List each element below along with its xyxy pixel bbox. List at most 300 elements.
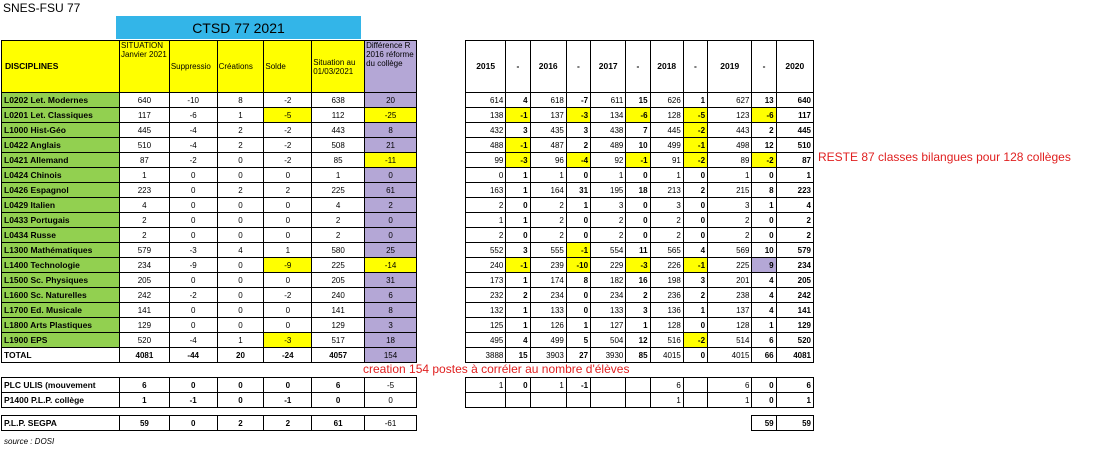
cell-mar: 580: [312, 243, 365, 258]
cell-sup: 0: [169, 168, 217, 183]
history-cell: 0: [683, 318, 707, 333]
spacer-cell: [169, 408, 217, 416]
history-cell: [466, 416, 506, 431]
history-cell: 89: [708, 153, 752, 168]
spacer-cell: [650, 408, 683, 416]
cell-jan: 4081: [119, 348, 169, 363]
history-cell: 240: [466, 258, 506, 273]
cell-cre: 0: [217, 153, 264, 168]
cell-sup: 0: [169, 318, 217, 333]
history-row: [466, 138, 814, 153]
history-cell: 555: [530, 243, 566, 258]
history-cell: 1: [566, 198, 590, 213]
spacer-cell: [683, 363, 707, 378]
history-cell: 91: [650, 153, 683, 168]
header-difference: Différence R 2016 réforme du collège: [365, 41, 417, 93]
history-cell: 3888: [466, 348, 506, 363]
cell-cre: 0: [217, 318, 264, 333]
discipline-name: L1300 Mathématiques: [2, 243, 120, 258]
history-row: [466, 288, 814, 303]
history-cell: [683, 378, 707, 393]
history-cell: 137: [530, 108, 566, 123]
history-cell: 2: [708, 228, 752, 243]
history-cell: 2: [776, 228, 813, 243]
history-cell: 445: [776, 123, 813, 138]
cell-diff: 21: [365, 138, 417, 153]
history-row: [466, 243, 814, 258]
spacer-cell: [312, 363, 365, 378]
history-cell: 234: [530, 288, 566, 303]
cell-cre: 0: [217, 393, 264, 408]
history-cell: 499: [650, 138, 683, 153]
cell-sol: 0: [264, 273, 312, 288]
history-total-row: [466, 348, 814, 363]
history-cell: -2: [752, 153, 776, 168]
table-row: [2, 183, 417, 198]
cell-sup: 0: [169, 378, 217, 393]
history-cell: 0: [752, 168, 776, 183]
header-suppression: Suppressio: [169, 41, 217, 93]
cell-cre: 1: [217, 108, 264, 123]
history-cell: [591, 378, 626, 393]
cell-diff: -5: [365, 378, 417, 393]
cell-diff: -25: [365, 108, 417, 123]
cell-sol: -1: [264, 393, 312, 408]
spacer-row: [466, 408, 814, 416]
discipline-name: P1400 P.L.P. collège: [2, 393, 120, 408]
history-cell: 2: [591, 228, 626, 243]
year-header: -: [506, 41, 530, 93]
spacer-cell: [169, 363, 217, 378]
history-cell: 2: [466, 198, 506, 213]
history-cell: 229: [591, 258, 626, 273]
history-cell: 4015: [708, 348, 752, 363]
history-cell: 611: [591, 93, 626, 108]
cell-diff: 8: [365, 123, 417, 138]
cell-mar: 112: [312, 108, 365, 123]
cell-sup: 0: [169, 183, 217, 198]
history-extra-row: [466, 378, 814, 393]
cell-jan: 87: [119, 153, 169, 168]
cell-diff: 3: [365, 318, 417, 333]
cell-sup: -2: [169, 153, 217, 168]
history-cell: 0: [466, 168, 506, 183]
history-cell: 1: [708, 168, 752, 183]
cell-diff: 0: [365, 228, 417, 243]
history-cell: 59: [752, 416, 776, 431]
history-cell: 15: [626, 93, 650, 108]
discipline-name: TOTAL: [2, 348, 120, 363]
discipline-name: L0424 Chinois: [2, 168, 120, 183]
cell-cre: 0: [217, 198, 264, 213]
years-header-row: [466, 41, 814, 93]
cell-diff: 0: [365, 168, 417, 183]
cell-mar: 6: [312, 378, 365, 393]
spacer-cell: [752, 408, 776, 416]
history-row: [466, 183, 814, 198]
spacer-cell: [708, 363, 752, 378]
history-cell: [566, 416, 590, 431]
discipline-name: L0202 Let. Modernes: [2, 93, 120, 108]
history-cell: 0: [626, 228, 650, 243]
cell-sol: 0: [264, 378, 312, 393]
history-cell: 3903: [530, 348, 566, 363]
history-cell: 128: [650, 108, 683, 123]
cell-sup: -44: [169, 348, 217, 363]
spacer-cell: [683, 408, 707, 416]
history-cell: [506, 416, 530, 431]
history-cell: 96: [530, 153, 566, 168]
history-cell: 2: [466, 228, 506, 243]
history-cell: 10: [626, 138, 650, 153]
discipline-name: L1500 Sc. Physiques: [2, 273, 120, 288]
history-cell: 2: [506, 288, 530, 303]
cell-jan: 445: [119, 123, 169, 138]
cell-mar: 85: [312, 153, 365, 168]
cell-sup: -4: [169, 123, 217, 138]
cell-jan: 2: [119, 213, 169, 228]
history-cell: -4: [566, 153, 590, 168]
cell-diff: -11: [365, 153, 417, 168]
discipline-name: L1400 Technologie: [2, 258, 120, 273]
history-cell: 232: [466, 288, 506, 303]
history-cell: 4: [752, 273, 776, 288]
spacer-cell: [776, 363, 813, 378]
history-cell: 1: [591, 168, 626, 183]
history-cell: 133: [530, 303, 566, 318]
cell-cre: 0: [217, 273, 264, 288]
cell-cre: 0: [217, 258, 264, 273]
history-cell: 0: [626, 168, 650, 183]
history-cell: -2: [683, 153, 707, 168]
cell-cre: 2: [217, 183, 264, 198]
source-label: source : DOSI: [4, 437, 55, 446]
history-cell: 201: [708, 273, 752, 288]
history-cell: [626, 378, 650, 393]
history-cell: 174: [530, 273, 566, 288]
history-cell: 1: [506, 168, 530, 183]
history-cell: 0: [566, 228, 590, 243]
spacer-cell: [591, 408, 626, 416]
spacer-cell: [312, 408, 365, 416]
history-cell: 6: [708, 378, 752, 393]
history-cell: 0: [566, 168, 590, 183]
history-cell: 487: [530, 138, 566, 153]
history-cell: -3: [626, 258, 650, 273]
cell-sol: -24: [264, 348, 312, 363]
spacer-cell: [119, 363, 169, 378]
table-row: [2, 123, 417, 138]
cell-diff: 0: [365, 213, 417, 228]
history-cell: 16: [626, 273, 650, 288]
spacer-cell: [119, 408, 169, 416]
extra-row: [2, 393, 417, 408]
history-cell: 0: [506, 378, 530, 393]
cell-mar: 2: [312, 228, 365, 243]
history-cell: -1: [566, 243, 590, 258]
history-row: [466, 228, 814, 243]
history-cell: 6: [776, 378, 813, 393]
table-row: [2, 108, 417, 123]
cell-jan: 510: [119, 138, 169, 153]
history-cell: [591, 416, 626, 431]
cell-mar: 240: [312, 288, 365, 303]
history-cell: 552: [466, 243, 506, 258]
history-cell: 18: [626, 183, 650, 198]
cell-mar: 508: [312, 138, 365, 153]
cell-cre: 2: [217, 416, 264, 431]
history-row: [466, 108, 814, 123]
cell-sol: 2: [264, 416, 312, 431]
history-cell: 554: [591, 243, 626, 258]
history-cell: 1: [752, 318, 776, 333]
spacer-cell: [217, 408, 264, 416]
year-header: 2017: [591, 41, 626, 93]
history-cell: 127: [591, 318, 626, 333]
cell-sup: 0: [169, 213, 217, 228]
history-cell: 123: [708, 108, 752, 123]
cell-diff: 20: [365, 93, 417, 108]
history-cell: -1: [626, 153, 650, 168]
history-cell: 5: [566, 333, 590, 348]
history-cell: 164: [530, 183, 566, 198]
history-cell: 27: [566, 348, 590, 363]
history-cell: 1: [506, 318, 530, 333]
cell-mar: 141: [312, 303, 365, 318]
history-cell: 1: [650, 393, 683, 408]
history-cell: 614: [466, 93, 506, 108]
cell-sol: -2: [264, 138, 312, 153]
history-cell: 3: [708, 198, 752, 213]
history-cell: [506, 393, 530, 408]
cell-diff: 25: [365, 243, 417, 258]
history-cell: -3: [506, 153, 530, 168]
year-header: 2015: [466, 41, 506, 93]
history-cell: 0: [752, 378, 776, 393]
cell-sup: -9: [169, 258, 217, 273]
cell-sol: -9: [264, 258, 312, 273]
year-header: -: [752, 41, 776, 93]
cell-sup: 0: [169, 416, 217, 431]
history-cell: 137: [708, 303, 752, 318]
table-row: [2, 258, 417, 273]
history-cell: 2: [752, 123, 776, 138]
history-cell: 11: [626, 243, 650, 258]
history-cell: [626, 393, 650, 408]
table-row: [2, 168, 417, 183]
history-cell: 215: [708, 183, 752, 198]
table-row: [2, 243, 417, 258]
history-cell: 87: [776, 153, 813, 168]
cell-mar: 61: [312, 416, 365, 431]
history-cell: 432: [466, 123, 506, 138]
history-cell: [530, 393, 566, 408]
cell-jan: 141: [119, 303, 169, 318]
cell-mar: 0: [312, 393, 365, 408]
spacer-cell: [365, 408, 417, 416]
history-row: [466, 333, 814, 348]
history-cell: 4: [506, 93, 530, 108]
history-row: [466, 213, 814, 228]
total-row: [2, 348, 417, 363]
history-cell: 234: [591, 288, 626, 303]
cell-mar: 638: [312, 93, 365, 108]
history-cell: 9: [752, 258, 776, 273]
discipline-name: L0201 Let. Classiques: [2, 108, 120, 123]
history-cell: 6: [650, 378, 683, 393]
history-cell: 4: [752, 288, 776, 303]
history-cell: 2: [650, 213, 683, 228]
history-cell: 1: [566, 318, 590, 333]
history-cell: 618: [530, 93, 566, 108]
year-header: 2018: [650, 41, 683, 93]
history-cell: 141: [776, 303, 813, 318]
discipline-name: P.L.P. SEGPA: [2, 416, 120, 431]
cell-cre: 0: [217, 228, 264, 243]
cell-sup: -1: [169, 393, 217, 408]
cell-sol: 0: [264, 213, 312, 228]
spacer-cell: [776, 408, 813, 416]
history-cell: 0: [683, 198, 707, 213]
history-cell: 3: [506, 123, 530, 138]
history-cell: 3: [566, 123, 590, 138]
cell-sol: 0: [264, 168, 312, 183]
history-cell: 66: [752, 348, 776, 363]
history-cell: 4: [506, 333, 530, 348]
history-row: [466, 168, 814, 183]
cell-diff: 31: [365, 273, 417, 288]
spacer-cell: [530, 408, 566, 416]
history-cell: 31: [566, 183, 590, 198]
history-row: [466, 273, 814, 288]
history-cell: 520: [776, 333, 813, 348]
history-cell: 0: [566, 288, 590, 303]
history-cell: 226: [650, 258, 683, 273]
history-cell: 0: [626, 213, 650, 228]
history-cell: 1: [650, 168, 683, 183]
year-header: 2020: [776, 41, 813, 93]
history-cell: 182: [591, 273, 626, 288]
history-cell: 239: [530, 258, 566, 273]
history-cell: 445: [650, 123, 683, 138]
history-cell: 117: [776, 108, 813, 123]
history-cell: 92: [591, 153, 626, 168]
history-cell: 4: [683, 243, 707, 258]
spacer-cell: [466, 408, 506, 416]
history-cell: [591, 393, 626, 408]
history-cell: 7: [626, 123, 650, 138]
history-cell: 13: [752, 93, 776, 108]
cell-sol: 0: [264, 318, 312, 333]
history-cell: 516: [650, 333, 683, 348]
spacer-cell: [708, 408, 752, 416]
year-header: 2019: [708, 41, 752, 93]
table-row: [2, 213, 417, 228]
cell-diff: 61: [365, 183, 417, 198]
cell-jan: 223: [119, 183, 169, 198]
history-cell: 136: [650, 303, 683, 318]
spacer-cell: [264, 363, 312, 378]
history-row: [466, 123, 814, 138]
cell-sup: -10: [169, 93, 217, 108]
discipline-name: L0429 Italien: [2, 198, 120, 213]
history-cell: -10: [566, 258, 590, 273]
history-cell: 2: [566, 138, 590, 153]
history-cell: 236: [650, 288, 683, 303]
history-cell: 134: [591, 108, 626, 123]
discipline-name: PLC ULIS (mouvement: [2, 378, 120, 393]
history-cell: 1: [466, 378, 506, 393]
history-cell: 488: [466, 138, 506, 153]
history-cell: 2: [530, 198, 566, 213]
history-cell: 565: [650, 243, 683, 258]
history-cell: 205: [776, 273, 813, 288]
history-cell: 2: [683, 183, 707, 198]
history-cell: 3930: [591, 348, 626, 363]
history-cell: [566, 393, 590, 408]
cell-sol: -5: [264, 108, 312, 123]
history-cell: -1: [506, 108, 530, 123]
history-cell: 640: [776, 93, 813, 108]
history-cell: 2: [591, 213, 626, 228]
history-cell: 173: [466, 273, 506, 288]
history-cell: 4: [752, 303, 776, 318]
discipline-name: L0434 Russe: [2, 228, 120, 243]
history-cell: 4: [776, 198, 813, 213]
cell-sol: 1: [264, 243, 312, 258]
cell-diff: 18: [365, 333, 417, 348]
cell-diff: 8: [365, 303, 417, 318]
history-cell: 0: [752, 213, 776, 228]
history-cell: 498: [708, 138, 752, 153]
history-cell: 0: [506, 228, 530, 243]
history-cell: [650, 416, 683, 431]
history-cell: 2: [530, 213, 566, 228]
history-cell: -2: [683, 123, 707, 138]
year-header: -: [683, 41, 707, 93]
bilangue-note: RESTE 87 classes bilangues pour 128 collèges: [818, 150, 1071, 164]
history-cell: 1: [683, 93, 707, 108]
history-cell: -2: [683, 333, 707, 348]
table-row: [2, 153, 417, 168]
cell-sol: 2: [264, 183, 312, 198]
extra-row: [2, 378, 417, 393]
history-cell: 1: [506, 183, 530, 198]
discipline-name: L0433 Portugais: [2, 213, 120, 228]
spacer-cell: [2, 363, 120, 378]
cell-mar: 517: [312, 333, 365, 348]
history-cell: 1: [626, 318, 650, 333]
history-cell: 499: [530, 333, 566, 348]
history-cell: 0: [683, 213, 707, 228]
cell-diff: -14: [365, 258, 417, 273]
cell-cre: 0: [217, 168, 264, 183]
history-cell: 223: [776, 183, 813, 198]
table-row: [2, 318, 417, 333]
cell-cre: 4: [217, 243, 264, 258]
history-cell: 129: [776, 318, 813, 333]
history-cell: 1: [752, 198, 776, 213]
history-cell: 1: [506, 213, 530, 228]
history-cell: 435: [530, 123, 566, 138]
year-header: 2016: [530, 41, 566, 93]
cell-sup: -2: [169, 288, 217, 303]
header-situation-janvier: SITUATION Janvier 2021: [119, 41, 169, 93]
year-header: -: [566, 41, 590, 93]
history-cell: 59: [776, 416, 813, 431]
cell-mar: 4: [312, 198, 365, 213]
cell-jan: 129: [119, 318, 169, 333]
